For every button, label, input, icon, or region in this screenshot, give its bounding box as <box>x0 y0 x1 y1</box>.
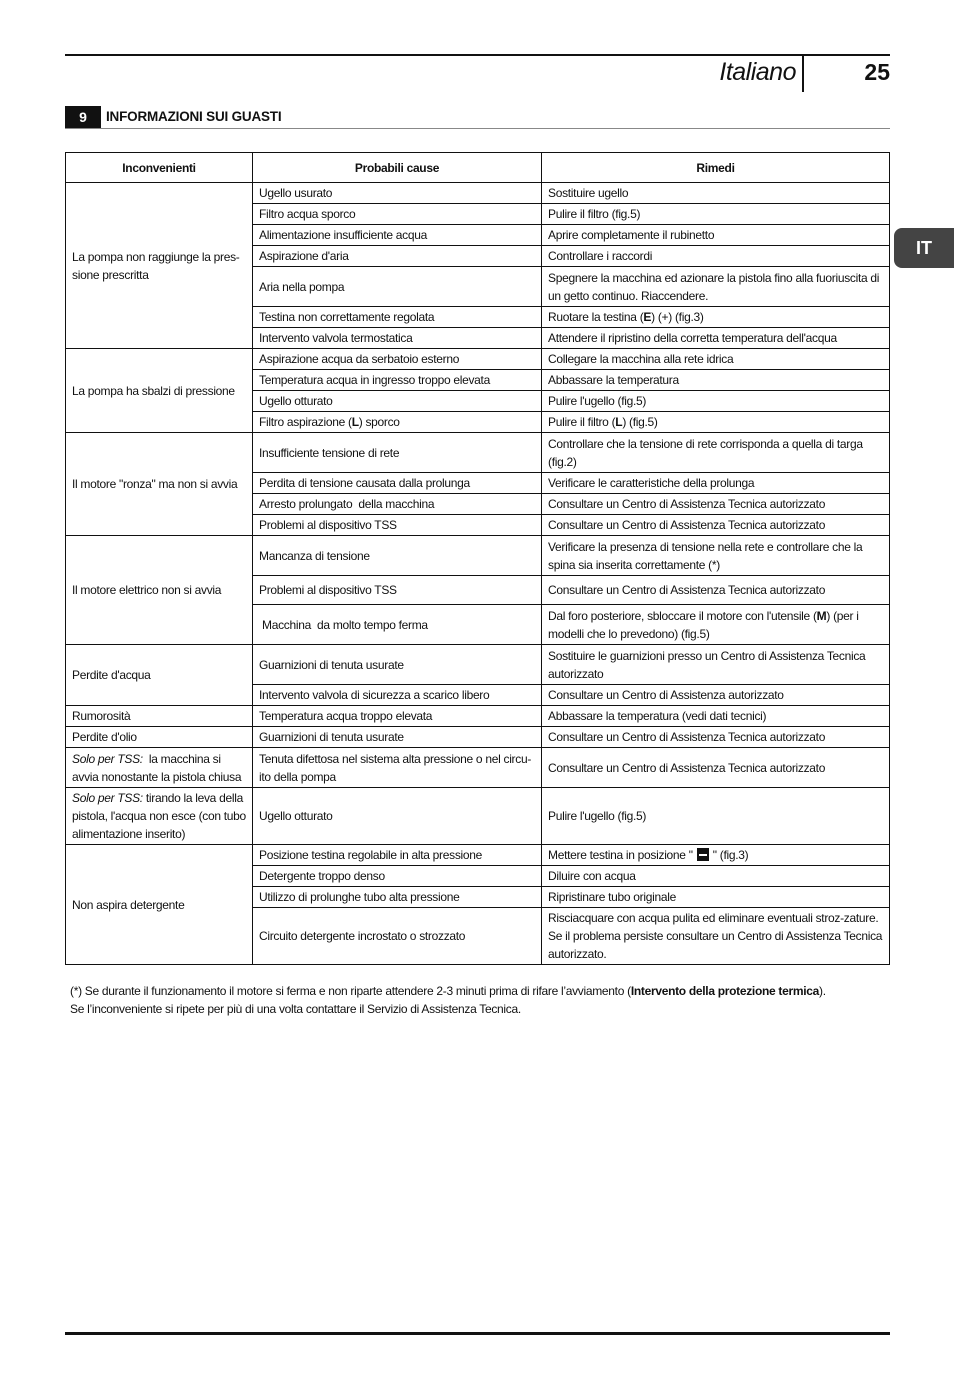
problem-cell <box>66 183 253 349</box>
remedy-cell <box>542 845 890 866</box>
table-row <box>66 349 890 370</box>
table-row <box>66 183 890 204</box>
minus-symbol-icon <box>697 848 709 861</box>
cause-cell: Posizione testina regolabile in alta pressione <box>253 845 542 866</box>
table-row <box>66 536 890 576</box>
cause-cell: Intervento valvola termostatica <box>253 328 542 349</box>
troubleshooting-table <box>65 152 890 965</box>
problem-cell: La pompa ha sbalzi di pressione <box>66 349 253 433</box>
remedy-cell: Sostituire le guarnizioni presso un Centro di Assistenza Tecnica autorizzato <box>542 645 890 685</box>
remedy-text: ) (fig.5) <box>622 415 658 429</box>
cause-cell: Tenuta difettosa nel sistema alta pressione o nel circu- ito della pompa <box>253 748 542 788</box>
problem-cell <box>66 748 253 788</box>
footnote-text: (*) Se durante il funzionamento il motore si ferma e non riparte attendere 2-3 minuti prima di rifare l’avviamento ( <box>70 984 631 998</box>
cause-cell: Intervento valvola di sicurezza a scarico libero <box>253 685 542 706</box>
remedy-cell: Consultare un Centro di Assistenza Tecnica autorizzato <box>542 494 890 515</box>
remedy-cell: Pulire l'ugello (fig.5) <box>542 788 890 845</box>
table-header-row <box>66 153 890 183</box>
language-tab: IT <box>894 228 954 268</box>
part-letter: E <box>643 310 652 324</box>
tss-note: Solo per TSS: <box>72 751 143 766</box>
remedy-cell: Spegnere la macchina ed azionare la pistola fino alla fuoriuscita di un getto continuo. Riaccendere. <box>542 267 890 307</box>
footnote-line <box>70 982 892 1000</box>
cause-cell: Aspirazione acqua da serbatoio esterno <box>253 349 542 370</box>
cause-cell: Aspirazione d'aria <box>253 246 542 267</box>
table-row <box>66 727 890 748</box>
remedy-cell: Attendere il ripristino della corretta temperatura dell'acqua <box>542 328 890 349</box>
table-row <box>66 433 890 473</box>
problem-cell: Perdite d'acqua <box>66 645 253 706</box>
remedy-cell: Diluire con acqua <box>542 866 890 887</box>
problem-cell: Perdite d'olio <box>66 727 253 748</box>
remedy-cell: Abbassare la temperatura <box>542 370 890 391</box>
remedy-cell: Pulire il filtro (fig.5) <box>542 204 890 225</box>
remedy-cell: Consultare un Centro di Assistenza Tecnica autorizzato <box>542 748 890 788</box>
section-title: INFORMAZIONI SUI GUASTI <box>106 109 282 124</box>
remedy-text: Mettere testina in posizione " <box>548 848 696 862</box>
remedy-cell: Controllare che la tensione di rete corrisponda a quella di targa (fig.2) <box>542 433 890 473</box>
cause-cell: Temperatura acqua troppo elevata <box>253 706 542 727</box>
cause-cell: Testina non correttamente regolata <box>253 307 542 328</box>
part-letter: L <box>615 415 623 429</box>
remedy-text: Dal foro posteriore, sbloccare il motore con l'utensile ( <box>548 608 817 623</box>
remedy-cell: Controllare i raccordi <box>542 246 890 267</box>
remedy-text: Ruotare la testina ( <box>548 310 644 324</box>
problem-cell: Rumorosità <box>66 706 253 727</box>
column-header: Rimedi <box>542 153 890 183</box>
cause-cell: Ugello otturato <box>253 391 542 412</box>
problem-cell: Il motore elettrico non si avvia <box>66 536 253 645</box>
remedy-cell: Consultare un Centro di Assistenza autorizzato <box>542 685 890 706</box>
problem-text: la macchina si avvia nonostante la pistola chiusa <box>72 751 242 784</box>
cause-cell: Alimentazione insufficiente acqua <box>253 225 542 246</box>
cause-cell: Ugello usurato <box>253 183 542 204</box>
cause-cell: Problemi al dispositivo TSS <box>253 515 542 536</box>
cause-text: Filtro aspirazione ( <box>259 415 352 429</box>
footnote-emphasis: Intervento della protezione termica <box>630 984 820 998</box>
part-letter: L <box>351 415 359 429</box>
remedy-text: ) (+) (fig.3) <box>651 310 704 324</box>
table-row <box>66 788 890 845</box>
cause-text: ) sporco <box>358 415 400 429</box>
cause-cell: Guarnizioni di tenuta usurate <box>253 727 542 748</box>
remedy-text: " (fig.3) <box>709 848 749 862</box>
remedy-cell <box>542 412 890 433</box>
column-header: Inconvenienti <box>66 153 253 183</box>
cause-cell: Ugello otturato <box>253 788 542 845</box>
tss-note: Solo per TSS: <box>72 791 143 805</box>
part-letter: M <box>816 608 827 623</box>
cause-cell: Problemi al dispositivo TSS <box>253 576 542 605</box>
cause-cell: Detergente troppo denso <box>253 866 542 887</box>
remedy-cell: Pulire l'ugello (fig.5) <box>542 391 890 412</box>
footer-rule <box>65 1332 890 1335</box>
remedy-cell: Abbassare la temperatura (vedi dati tecnici) <box>542 706 890 727</box>
remedy-text: ) (per i modelli che lo prevedono) (fig.5) <box>548 608 859 641</box>
problem-text: tirando la leva della pistola, l'acqua non esce (con tubo alimentazione inserito) <box>72 791 246 841</box>
language-title: Italiano <box>719 58 796 86</box>
table-row <box>66 645 890 685</box>
remedy-cell: Sostituire ugello <box>542 183 890 204</box>
remedy-cell: Risciacquare con acqua pulita ed eliminare eventuali stroz-zature. Se il problema persiste consultare un Centro di Assistenza Tecnica autorizzato. <box>542 908 890 965</box>
section-number: 9 <box>65 106 101 128</box>
cause-cell: Perdita di tensione causata dalla prolunga <box>253 473 542 494</box>
footnote-line: Se l’inconveniente si ripete per più di una volta contattare il Servizio di Assistenza Tecnica. <box>70 1002 521 1016</box>
cause-cell: Utilizzo di prolunghe tubo alta pressione <box>253 887 542 908</box>
remedy-cell <box>542 605 890 645</box>
remedy-cell: Consultare un Centro di Assistenza Tecnica autorizzato <box>542 515 890 536</box>
cause-cell: Mancanza di tensione <box>253 536 542 576</box>
footnote-text: ). <box>819 984 826 998</box>
header-divider <box>802 54 804 92</box>
problem-cell: Il motore "ronza" ma non si avvia <box>66 433 253 536</box>
cause-cell: Insufficiente tensione di rete <box>253 433 542 473</box>
table-row <box>66 706 890 727</box>
section-heading <box>65 106 890 129</box>
cause-cell <box>253 412 542 433</box>
remedy-cell: Consultare un Centro di Assistenza Tecnica autorizzato <box>542 576 890 605</box>
problem-cell: Non aspira detergente <box>66 845 253 965</box>
cause-cell: Circuito detergente incrostato o strozzato <box>253 908 542 965</box>
footnote <box>70 982 892 1018</box>
table-row <box>66 845 890 866</box>
remedy-cell <box>542 307 890 328</box>
cause-cell: Guarnizioni di tenuta usurate <box>253 645 542 685</box>
remedy-cell: Aprire completamente il rubinetto <box>542 225 890 246</box>
cause-cell: Macchina da molto tempo ferma <box>253 605 542 645</box>
remedy-cell: Verificare le caratteristiche della prolunga <box>542 473 890 494</box>
remedy-cell: Collegare la macchina alla rete idrica <box>542 349 890 370</box>
cause-cell: Temperatura acqua in ingresso troppo elevata <box>253 370 542 391</box>
cause-cell: Aria nella pompa <box>253 267 542 307</box>
problem-cell <box>66 788 253 845</box>
remedy-cell: Ripristinare tubo originale <box>542 887 890 908</box>
table-row <box>66 748 890 788</box>
page-number: 25 <box>864 59 890 85</box>
remedy-cell: Verificare la presenza di tensione nella rete e controllare che la spina sia inserita correttamente (*) <box>542 536 890 576</box>
problem-text: La pompa non raggiunge la pres- sione prescritta <box>72 249 240 282</box>
cause-cell: Filtro acqua sporco <box>253 204 542 225</box>
remedy-cell: Consultare un Centro di Assistenza Tecnica autorizzato <box>542 727 890 748</box>
column-header: Probabili cause <box>253 153 542 183</box>
cause-cell: Arresto prolungato della macchina <box>253 494 542 515</box>
remedy-text: Pulire il filtro ( <box>548 415 616 429</box>
